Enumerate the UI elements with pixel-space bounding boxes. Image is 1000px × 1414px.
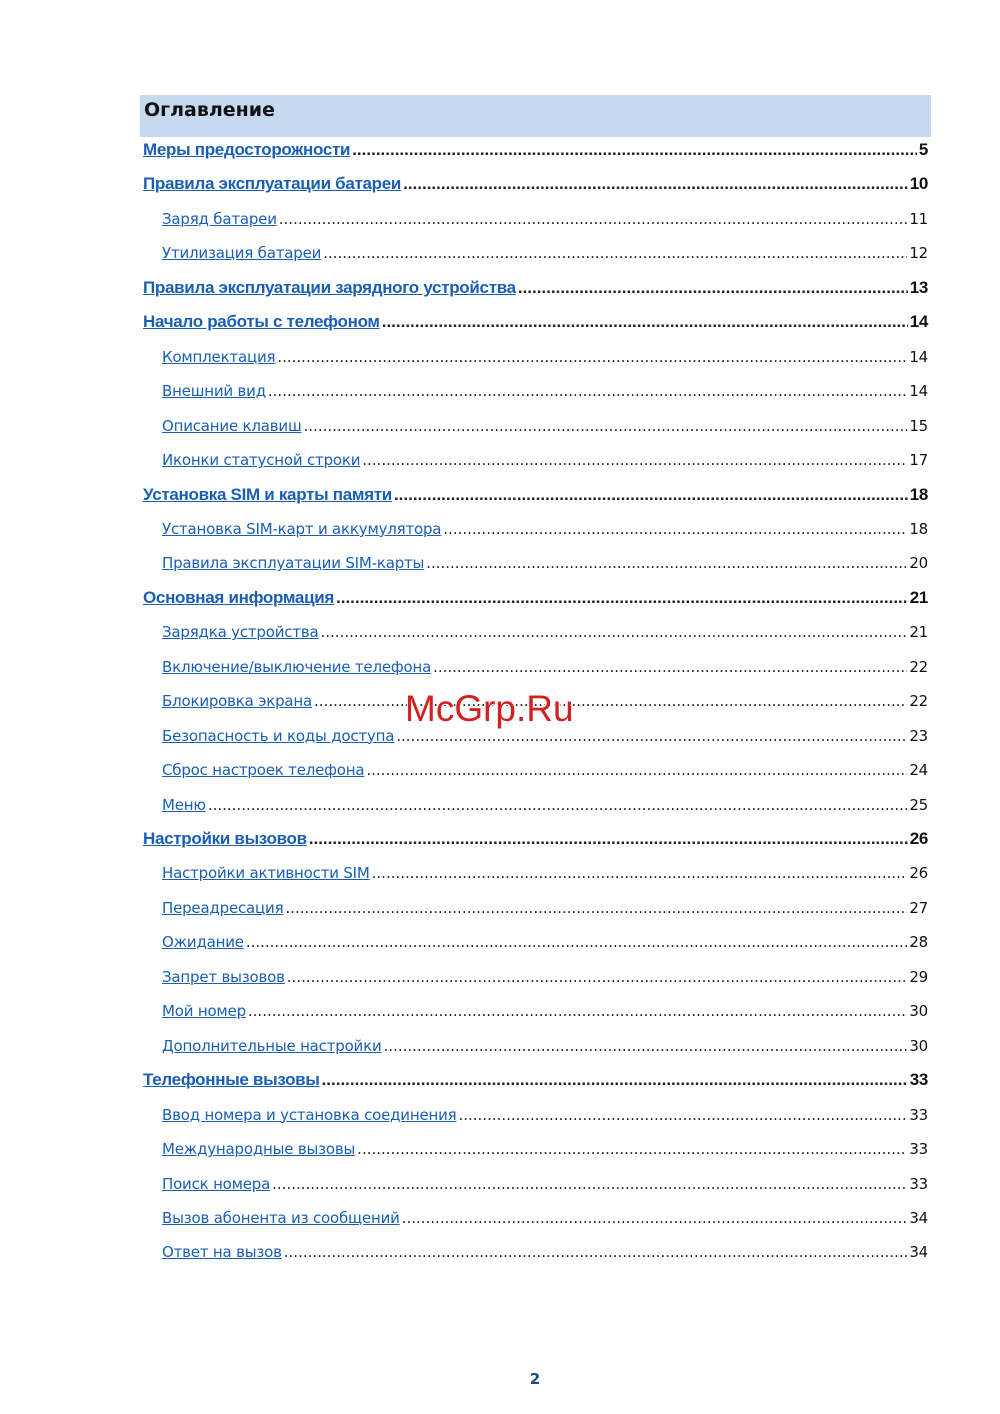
toc-leader-dots: [208, 794, 908, 816]
toc-section[interactable]: [143, 139, 928, 161]
toc-link[interactable]: Меры предосторожности: [143, 140, 351, 159]
toc-link[interactable]: Мой номер: [162, 1002, 246, 1021]
watermark: McGrp.Ru: [405, 688, 574, 729]
toc-link[interactable]: Комплектация: [162, 347, 276, 366]
toc-page-number: 18: [909, 484, 928, 504]
toc-link[interactable]: Сброс настроек телефона: [162, 761, 365, 780]
toc-subsection[interactable]: [162, 897, 928, 919]
toc-page-number: 28: [909, 933, 928, 952]
toc-leader-dots: [246, 931, 907, 953]
toc-subsection[interactable]: [162, 449, 928, 471]
toc-subsection[interactable]: [162, 346, 928, 368]
toc-leader-dots: [518, 277, 908, 299]
toc-subsection[interactable]: [162, 242, 928, 264]
toc-page-number: 20: [909, 554, 928, 573]
toc-subsection[interactable]: [162, 1000, 928, 1022]
toc-subsection[interactable]: [162, 1241, 928, 1263]
toc-link[interactable]: Вызов абонента из сообщений: [162, 1208, 400, 1227]
toc-subsection[interactable]: [162, 759, 928, 781]
toc-leader-dots: [287, 966, 908, 988]
toc-subsection[interactable]: [162, 794, 928, 816]
toc-leader-dots: [322, 1069, 908, 1091]
toc-link[interactable]: Международные вызовы: [162, 1140, 356, 1159]
toc-link[interactable]: Внешний вид: [162, 382, 266, 401]
toc-subsection[interactable]: [162, 1035, 928, 1057]
toc-page-number: 23: [909, 726, 928, 745]
toc-page-number: 33: [909, 1174, 928, 1193]
toc-link[interactable]: Зарядка устройства: [162, 623, 319, 642]
page-number: 2: [529, 1370, 541, 1388]
toc-link[interactable]: Утилизация батареи: [162, 244, 322, 263]
toc-subsection[interactable]: [162, 380, 928, 402]
toc-section[interactable]: [143, 173, 928, 195]
toc-subsection[interactable]: [162, 1173, 928, 1195]
toc-page-number: 14: [909, 312, 928, 332]
toc-leader-dots: [272, 1173, 907, 1195]
page-title: Оглавление: [144, 99, 275, 121]
toc-leader-dots: [426, 552, 907, 574]
toc-page-number: 27: [909, 898, 928, 917]
toc-page-number: 10: [909, 174, 928, 194]
toc-link[interactable]: Дополнительные настройки: [162, 1036, 382, 1055]
toc-leader-dots: [277, 346, 907, 368]
toc-leader-dots: [309, 828, 908, 850]
toc-page-number: 26: [909, 829, 928, 848]
toc-leader-dots: [284, 1241, 908, 1263]
toc-link[interactable]: Безопасность и коды доступа: [162, 726, 395, 745]
toc-leader-dots: [248, 1000, 907, 1022]
toc-subsection[interactable]: [162, 966, 928, 988]
toc-leader-dots: [320, 621, 907, 643]
toc-page-number: 13: [909, 277, 928, 297]
toc-link[interactable]: Описание клавиш: [162, 416, 302, 435]
toc-page-number: 15: [909, 416, 928, 435]
toc-page-number: 14: [909, 382, 928, 401]
toc-link[interactable]: Телефонные вызовы: [143, 1070, 320, 1090]
toc-page-number: 17: [909, 451, 928, 470]
toc-leader-dots: [384, 1035, 908, 1057]
toc-link[interactable]: Настройки активности SIM: [162, 864, 370, 883]
toc-subsection[interactable]: [162, 1207, 928, 1229]
toc-link[interactable]: Правила эксплуатации SIM-карты: [162, 554, 425, 573]
toc-leader-dots: [443, 518, 907, 540]
toc-subsection[interactable]: [162, 552, 928, 574]
toc-page-number: 24: [909, 761, 928, 780]
toc-page-number: 30: [909, 1036, 928, 1055]
toc-page-number: 12: [909, 244, 928, 263]
toc-subsection[interactable]: [162, 208, 928, 230]
toc-section[interactable]: [143, 828, 928, 850]
toc-link[interactable]: Меню: [162, 795, 206, 814]
toc-link[interactable]: Правила эксплуатации зарядного устройства: [143, 277, 516, 297]
toc-page-number: 22: [909, 657, 928, 676]
toc-page-number: 33: [909, 1105, 928, 1124]
toc-leader-dots: [366, 759, 907, 781]
toc-link[interactable]: Ответ на вызов: [162, 1243, 282, 1262]
toc-page-number: 21: [909, 623, 928, 642]
toc-page-number: 33: [909, 1070, 928, 1090]
toc-leader-dots: [279, 208, 908, 230]
toc-section[interactable]: [143, 277, 928, 299]
toc-subsection[interactable]: [162, 518, 928, 540]
toc-leader-dots: [323, 242, 907, 264]
toc-page-number: 22: [909, 692, 928, 711]
toc-leader-dots: [314, 690, 907, 712]
toc-leader-dots: [372, 862, 908, 884]
toc-leader-dots: [403, 173, 908, 195]
toc-link[interactable]: Настройки вызовов: [143, 829, 307, 848]
toc-page-number: 18: [909, 519, 928, 538]
toc-link[interactable]: Установка SIM-карт и аккумулятора: [162, 519, 442, 538]
toc-link[interactable]: Заряд батареи: [162, 209, 277, 228]
toc-header: [140, 95, 931, 137]
toc-leader-dots: [268, 380, 907, 402]
toc-subsection[interactable]: [162, 931, 928, 953]
toc-leader-dots: [352, 139, 917, 161]
toc-leader-dots: [394, 484, 908, 506]
toc-section[interactable]: [143, 311, 928, 333]
toc-leader-dots: [382, 311, 908, 333]
toc-leader-dots: [285, 897, 907, 919]
toc-link[interactable]: Правила эксплуатации батареи: [143, 174, 402, 194]
toc-link[interactable]: Переадресация: [162, 898, 284, 917]
toc-link[interactable]: Основная информация: [143, 587, 334, 607]
toc-link[interactable]: Ввод номера и установка соединения: [162, 1105, 457, 1124]
toc-leader-dots: [336, 587, 908, 609]
toc-link[interactable]: Запрет вызовов: [162, 967, 285, 986]
toc-link[interactable]: Иконки статусной строки: [162, 451, 361, 470]
toc-subsection[interactable]: [162, 862, 928, 884]
toc-link[interactable]: Включение/выключение телефона: [162, 657, 432, 676]
toc-page-number: 25: [909, 795, 928, 814]
toc-section[interactable]: [143, 484, 928, 506]
toc-page-number: 21: [909, 587, 928, 607]
toc-page-number: 34: [909, 1208, 928, 1227]
toc-page-number: 30: [909, 1002, 928, 1021]
toc-page-number: 5: [918, 140, 928, 159]
toc-page-number: 33: [909, 1140, 928, 1159]
toc-leader-dots: [357, 1138, 907, 1160]
toc-section[interactable]: [143, 1069, 928, 1091]
toc-leader-dots: [402, 1207, 908, 1229]
toc-leader-dots: [458, 1104, 907, 1126]
toc-page-number: 14: [909, 347, 928, 366]
toc-page-number: 29: [909, 967, 928, 986]
toc-leader-dots: [362, 449, 907, 471]
toc-link[interactable]: Блокировка экрана: [162, 692, 313, 711]
toc-subsection[interactable]: [162, 1104, 928, 1126]
toc-leader-dots: [304, 415, 908, 437]
toc-section[interactable]: [143, 587, 928, 609]
toc-leader-dots: [433, 656, 907, 678]
toc-link[interactable]: Установка SIM и карты памяти: [143, 484, 392, 504]
toc-subsection[interactable]: [162, 1138, 928, 1160]
toc-subsection[interactable]: [162, 656, 928, 678]
toc-subsection[interactable]: [162, 415, 928, 437]
toc-link[interactable]: Ожидание: [162, 933, 244, 952]
toc-page-number: 26: [909, 864, 928, 883]
toc-link[interactable]: Начало работы с телефоном: [143, 312, 380, 332]
toc-subsection[interactable]: [162, 621, 928, 643]
toc-link[interactable]: Поиск номера: [162, 1174, 271, 1193]
toc-page-number: 34: [909, 1243, 928, 1262]
toc-page-number: 11: [909, 209, 928, 228]
